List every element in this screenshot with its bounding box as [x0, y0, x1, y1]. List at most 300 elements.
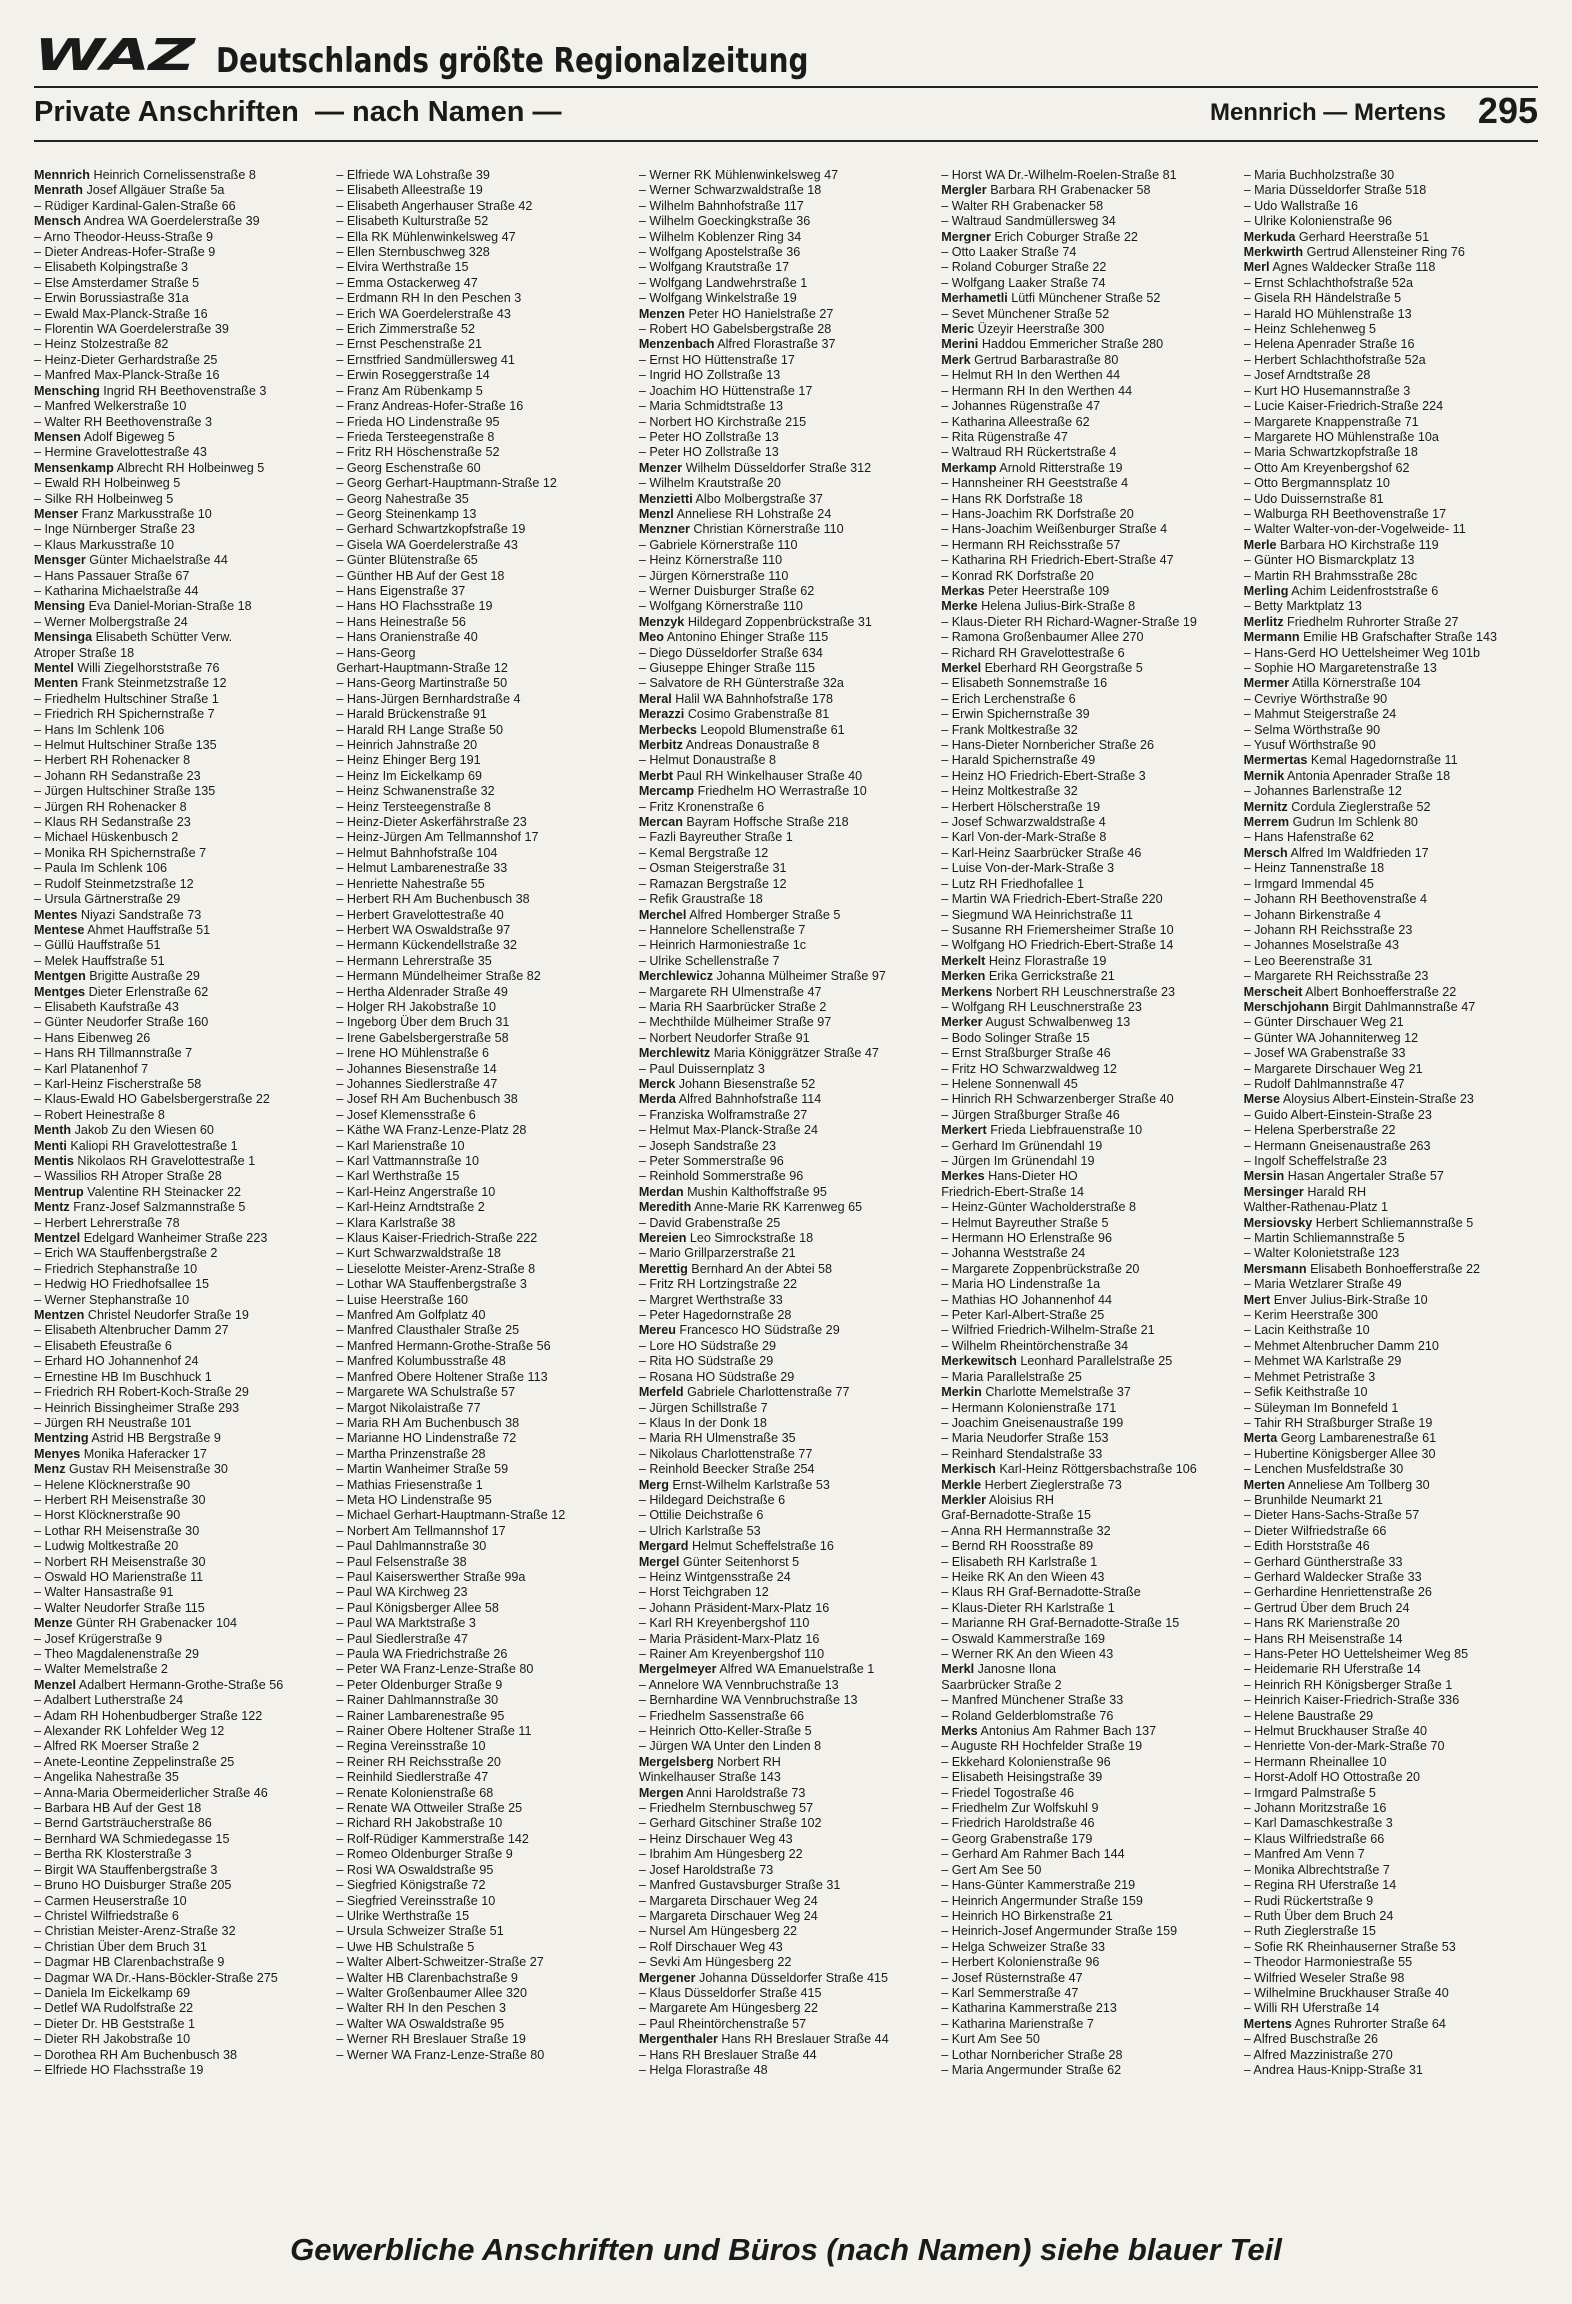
- entry-details: – Herbert Hölscherstraße 19: [941, 799, 1101, 814]
- entry-details: – Hans Eibenweg 26: [34, 1030, 151, 1045]
- entry-details: – Renate Kolonienstraße 68: [336, 1785, 494, 1800]
- listing-entry: [639, 2063, 933, 2078]
- entry-surname: Menzenbach: [638, 337, 715, 352]
- listing-entry: [941, 384, 1235, 399]
- entry-details: Charlotte Memelstraße 37: [985, 1385, 1131, 1400]
- listing-entry: [336, 584, 630, 599]
- entry-details: – Otto Bergmannsplatz 10: [1243, 476, 1390, 491]
- entry-details: – Waltraud Sandmüllersweg 34: [941, 214, 1116, 229]
- listing-entry: [639, 1739, 933, 1754]
- listing-entry: [34, 1940, 328, 1955]
- entry-details: – Frieda Tersteegenstraße 8: [336, 429, 495, 444]
- entry-details: – Norbert Am Tellmannshof 17: [336, 1523, 506, 1538]
- entry-surname: Menzer: [638, 460, 683, 475]
- entry-details: – Maria Wetzlarer Straße 49: [1243, 1277, 1402, 1292]
- listing-entry: [941, 1031, 1235, 1046]
- entry-details: Gertrud Barbarastraße 80: [974, 352, 1119, 367]
- listing-entry: [336, 1339, 630, 1354]
- listing-entry: [1244, 260, 1538, 275]
- listing-entry: [34, 384, 328, 399]
- listing-entry: [639, 892, 933, 907]
- entry-surname: Merten: [1243, 1477, 1285, 1492]
- listing-entry: [34, 492, 328, 507]
- listing-entry: [941, 245, 1235, 260]
- listing-entry: [1244, 461, 1538, 476]
- entry-details: – Osman Steigerstraße 31: [638, 861, 787, 876]
- listing-entry: [639, 676, 933, 691]
- entry-details: – Michael Gerhart-Hauptmann-Straße 12: [336, 1508, 566, 1523]
- page-number: 295: [1477, 90, 1538, 131]
- listing-entry: [639, 569, 933, 584]
- entry-details: – Elfriede WA Lohstraße 39: [336, 168, 490, 182]
- listing-entry: [639, 1986, 933, 2001]
- listing-entry: [34, 584, 328, 599]
- entry-details: – Helmut RH In den Werthen 44: [941, 368, 1121, 383]
- listing-entry: [34, 1401, 328, 1416]
- listing-entry: [34, 1801, 328, 1816]
- entry-details: – Helmut Bruckhauser Straße 40: [1243, 1724, 1428, 1739]
- entry-details: – Carmen Heuserstraße 10: [34, 1893, 187, 1908]
- listing-entry: [1244, 1986, 1538, 2001]
- listing-entry: [941, 1354, 1235, 1369]
- listing-entry: [34, 1169, 328, 1184]
- listing-entry: [941, 599, 1235, 614]
- listing-entry: [336, 1832, 630, 1847]
- listing-entry: [336, 1770, 630, 1785]
- listing-entry: [336, 815, 630, 830]
- entry-details: – Katharina Michaelstraße 44: [34, 583, 199, 598]
- listing-entry: [34, 415, 328, 430]
- entry-details: Friedrich-Ebert-Straße 14: [941, 1184, 1084, 1199]
- listing-entry: [941, 938, 1235, 953]
- listing-entry: [336, 769, 630, 784]
- listing-entry: [336, 1139, 630, 1154]
- listing-entry: [34, 2063, 328, 2078]
- listing-entry: [639, 1894, 933, 1909]
- entry-surname: Mentes: [34, 907, 78, 922]
- entry-details: Peter Heerstraße 109: [988, 583, 1110, 598]
- entry-details: – Elisabeth Kaufstraße 43: [34, 999, 179, 1014]
- entry-surname: Menzen: [638, 306, 685, 321]
- listing-entry: [639, 1031, 933, 1046]
- listing-entry: [639, 1955, 933, 1970]
- listing-entry: [639, 1678, 933, 1693]
- listing-entry: [639, 538, 933, 553]
- listing-entry: [336, 260, 630, 275]
- listing-entry: [336, 1108, 630, 1123]
- listing-entry: [34, 168, 328, 183]
- entry-details: – Hans-Günter Kammerstraße 219: [941, 1878, 1136, 1893]
- entry-details: – Hermann Kolonienstraße 171: [941, 1400, 1117, 1415]
- entry-details: – Ella RK Mühlenwinkelsweg 47: [336, 229, 516, 244]
- listing-entry: [1244, 1909, 1538, 1924]
- listing-entry: [639, 830, 933, 845]
- listing-entry: [336, 1062, 630, 1077]
- entry-details: – Ulrike Kolonienstraße 96: [1243, 214, 1393, 229]
- listing-entry: [941, 1909, 1235, 1924]
- entry-details: Enver Julius-Birk-Straße 10: [1273, 1292, 1428, 1307]
- listing-entry: [1244, 1555, 1538, 1570]
- listing-entry: [34, 1062, 328, 1077]
- entry-details: – Ibrahim Am Hüngesberg 22: [638, 1847, 803, 1862]
- entry-details: Atroper Straße 18: [34, 645, 135, 660]
- entry-details: – Karl RH Kreyenbergshof 110: [638, 1616, 810, 1631]
- entry-details: – Else Amsterdamer Straße 5: [34, 275, 200, 290]
- entry-surname: Meo: [638, 630, 664, 645]
- listing-entry: [336, 846, 630, 861]
- entry-details: – Werner RK An den Wieen 43: [941, 1647, 1114, 1661]
- listing-entry: [34, 1894, 328, 1909]
- entry-surname: Merta: [1243, 1431, 1278, 1446]
- listing-entry: [336, 522, 630, 537]
- listing-entry: [34, 908, 328, 923]
- entry-details: – Gerhard Im Grünendahl 19: [941, 1138, 1103, 1153]
- entry-details: – Bruno HO Duisburger Straße 205: [34, 1878, 232, 1893]
- listing-entry: [639, 1863, 933, 1878]
- entry-details: – Norbert HO Kirchstraße 215: [638, 414, 807, 429]
- entry-details: – Karl Semmerstraße 47: [941, 1985, 1079, 2000]
- listing-entry: [34, 1354, 328, 1369]
- entry-details: – Hans-Joachim RK Dorfstraße 20: [941, 506, 1134, 521]
- listing-entry: [941, 1601, 1235, 1616]
- entry-details: – Peter HO Zollstraße 13: [638, 445, 779, 460]
- entry-details: Leonhard Parallelstraße 25: [1020, 1354, 1173, 1369]
- listing-entry: [639, 584, 933, 599]
- entry-details: – Peter WA Franz-Lenze-Straße 80: [336, 1662, 534, 1677]
- entry-details: – Hans-Jürgen Bernhardstraße 4: [336, 691, 521, 706]
- listing-entry: [639, 753, 933, 768]
- entry-details: Peter HO Hanielstraße 27: [688, 306, 834, 321]
- listing-entry: [336, 969, 630, 984]
- entry-details: – Johannes Barlenstraße 12: [1243, 784, 1402, 799]
- entry-details: – Manfred Welkerstraße 10: [34, 399, 187, 414]
- listing-entry: [941, 1647, 1235, 1662]
- entry-details: – Hannsheiner RH Geeststraße 4: [941, 476, 1129, 491]
- entry-details: – Maria Angermunder Straße 62: [941, 2062, 1122, 2077]
- entry-details: – Sevki Am Hüngesberg 22: [638, 1955, 792, 1970]
- listing-entry: [639, 923, 933, 938]
- entry-details: – Sefik Keithstraße 10: [1243, 1385, 1368, 1400]
- entry-details: – Mehmet Petristraße 3: [1243, 1369, 1376, 1384]
- entry-details: Cordula Zieglerstraße 52: [1291, 799, 1431, 814]
- entry-surname: Mensching: [34, 383, 100, 398]
- listing-entry: [941, 1770, 1235, 1785]
- listing-entry: [639, 707, 933, 722]
- entry-details: – Hans-Georg Martinstraße 50: [336, 676, 508, 691]
- entry-details: – Helene Klöcknerstraße 90: [34, 1477, 191, 1492]
- entry-details: – Arno Theodor-Heuss-Straße 9: [34, 229, 213, 244]
- listing-entry: [336, 985, 630, 1000]
- listing-entry: [941, 553, 1235, 568]
- listing-entry: [34, 307, 328, 322]
- entry-details: – Karl-Heinz Fischerstraße 58: [34, 1076, 202, 1091]
- listing-entry: [336, 1077, 630, 1092]
- listing-entry: [941, 1847, 1235, 1862]
- entry-details: – Helmut Lambarenestraße 33: [336, 861, 508, 876]
- entry-details: – Johannes Rügenstraße 47: [941, 399, 1101, 414]
- entry-details: – Daniela Im Eickelkamp 69: [34, 1985, 191, 2000]
- entry-details: – Günter Blütenstraße 65: [336, 553, 478, 568]
- entry-details: – Fritz Kronenstraße 6: [638, 799, 765, 814]
- listing-entry: [34, 1755, 328, 1770]
- entry-surname: Mergelmeyer: [638, 1662, 717, 1677]
- entry-details: – Heinrich Angermunder Straße 159: [941, 1893, 1143, 1908]
- listing-entry: [34, 1832, 328, 1847]
- entry-details: – Georg Gerhart-Hauptmann-Straße 12: [336, 476, 557, 491]
- entry-details: – Lutz RH Friedhofallee 1: [941, 876, 1085, 891]
- entry-details: – Herbert Gravelottestraße 40: [336, 907, 504, 922]
- listing-entry: [34, 1816, 328, 1831]
- listing-entry: [336, 1216, 630, 1231]
- listing-entry: [941, 322, 1235, 337]
- listing-entry: [336, 538, 630, 553]
- entry-details: – Lieselotte Meister-Arenz-Straße 8: [336, 1261, 536, 1276]
- entry-details: – Georg Grabenstraße 179: [941, 1831, 1093, 1846]
- entry-details: – Günther HB Auf der Gest 18: [336, 568, 505, 583]
- listing-entry: [1244, 908, 1538, 923]
- listing-entry: [1244, 1647, 1538, 1662]
- listing-entry: [639, 1354, 933, 1369]
- entry-details: – Harald RH Lange Straße 50: [336, 722, 504, 737]
- listing-entry: [1244, 1924, 1538, 1939]
- entry-details: Albo Molbergstraße 37: [695, 491, 823, 506]
- entry-details: Jakob Zu den Wiesen 60: [74, 1123, 214, 1138]
- entry-surname: Merkamp: [941, 460, 997, 475]
- entry-surname: Mercamp: [638, 784, 695, 799]
- listing-entry: [34, 1323, 328, 1338]
- listing-entry: [639, 1616, 933, 1631]
- listing-entry: [1244, 1139, 1538, 1154]
- section-title: Private Anschriften — nach Namen —: [34, 96, 562, 128]
- listing-entry: [941, 1693, 1235, 1708]
- entry-details: – Wolfgang HO Friedrich-Ebert-Straße 14: [941, 938, 1174, 953]
- entry-details: Johanna Düsseldorfer Straße 415: [699, 1970, 889, 1985]
- entry-surname: Mergen: [638, 1785, 684, 1800]
- entry-surname: Merda: [638, 1092, 676, 1107]
- entry-details: – Elisabeth Heisingstraße 39: [941, 1770, 1103, 1785]
- entry-details: – Josef Arndtstraße 28: [1243, 368, 1371, 383]
- listing-entry: [1244, 1246, 1538, 1261]
- listing-entry: [639, 692, 933, 707]
- entry-surname: Menser: [34, 506, 79, 521]
- entry-details: – Uwe HB Schulstraße 5: [336, 1939, 475, 1954]
- entry-details: – Hans Passauer Straße 67: [34, 568, 190, 583]
- header-rule: [34, 140, 1538, 142]
- entry-details: – Sofie RK Rheinhauserner Straße 53: [1243, 1939, 1456, 1954]
- entry-details: – Manfred Am Venn 7: [1243, 1847, 1365, 1862]
- entry-surname: Merkas: [941, 583, 985, 598]
- entry-details: – Martha Prinzenstraße 28: [336, 1446, 486, 1461]
- entry-details: – Wilhelm Koblenzer Ring 34: [638, 229, 802, 244]
- entry-details: Cosimo Grabenstraße 81: [687, 707, 830, 722]
- listing-entry: [34, 599, 328, 614]
- entry-details: – Romeo Oldenburger Straße 9: [336, 1847, 513, 1862]
- entry-details: – Klaus Markusstraße 10: [34, 537, 174, 552]
- listing-entry: [336, 923, 630, 938]
- entry-details: – Elisabeth Sonnemstraße 16: [941, 676, 1108, 691]
- listing-entry: [639, 1493, 933, 1508]
- entry-details: – Erich WA Goerdelerstraße 43: [336, 306, 511, 321]
- listing-entry: [336, 507, 630, 522]
- listing-entry: [34, 861, 328, 876]
- entry-details: Hildegard Zoppenbrückstraße 31: [687, 614, 872, 629]
- listing-entry: [639, 522, 933, 537]
- listing-entry: [336, 1092, 630, 1107]
- entry-details: – Wilfried Weseler Straße 98: [1243, 1970, 1405, 1985]
- listing-entry: [941, 1401, 1235, 1416]
- listing-entry: [941, 723, 1235, 738]
- listing-entry: [639, 938, 933, 953]
- listing-entry: [1244, 954, 1538, 969]
- listing-entry: [34, 2048, 328, 2063]
- listing-entry: [34, 815, 328, 830]
- listing-entry: [336, 661, 630, 676]
- entry-details: – Heinz Körnerstraße 110: [638, 553, 783, 568]
- listing-entry: [336, 861, 630, 876]
- entry-details: – Lothar WA Stauffenbergstraße 3: [336, 1277, 527, 1292]
- entry-details: Emilie HB Grafschafter Straße 143: [1303, 630, 1497, 645]
- entry-details: – Margarete Zoppenbrückstraße 20: [941, 1261, 1140, 1276]
- entry-details: – Mehmet WA Karlstraße 29: [1243, 1354, 1402, 1369]
- entry-details: – Anna-Maria Obermeiderlicher Straße 46: [34, 1785, 268, 1800]
- entry-details: – Melek Hauffstraße 51: [34, 953, 165, 968]
- listing-entry: [1244, 615, 1538, 630]
- listing-entry: [1244, 353, 1538, 368]
- entry-surname: Merbecks: [638, 722, 697, 737]
- entry-surname: Mermann: [1243, 630, 1300, 645]
- entry-surname: Merbitz: [638, 738, 683, 753]
- listing-entry: [639, 969, 933, 984]
- entry-details: – Joachim Gneisenaustraße 199: [941, 1415, 1124, 1430]
- entry-details: – Wolfgang Landwehrstraße 1: [638, 275, 808, 290]
- listing-entry: [336, 1894, 630, 1909]
- listing-column-1: [34, 168, 328, 2198]
- listing-entry: [1244, 430, 1538, 445]
- listing-entry: [336, 692, 630, 707]
- listing-entry: [941, 1062, 1235, 1077]
- listing-entry: [639, 507, 933, 522]
- entry-details: – Guido Albert-Einstein-Straße 23: [1243, 1107, 1432, 1122]
- listing-entry: [336, 2001, 630, 2016]
- entry-details: – Hermann Kückendellstraße 32: [336, 938, 518, 953]
- listing-entry: [941, 1832, 1235, 1847]
- listing-entry: [336, 1000, 630, 1015]
- entry-details: – David Grabenstraße 25: [638, 1215, 781, 1230]
- entry-surname: Merazzi: [638, 707, 685, 722]
- entry-details: – Selma Wörthstraße 90: [1243, 722, 1381, 737]
- entry-details: Willi Ziegelhorststraße 76: [77, 661, 220, 675]
- listing-entry: [336, 1585, 630, 1600]
- entry-details: – Paul WA Marktstraße 3: [336, 1616, 476, 1631]
- entry-details: Walther-Rathenau-Platz 1: [1243, 1200, 1389, 1215]
- listing-entry: [941, 1416, 1235, 1431]
- entry-details: Friedhelm HO Werrastraße 10: [697, 784, 867, 799]
- listing-column-5: [1244, 168, 1538, 2198]
- entry-details: – Rudolf Steinmetzstraße 12: [34, 876, 194, 891]
- entry-details: – Elisabeth Alleestraße 19: [336, 183, 483, 198]
- listing-entry: [34, 214, 328, 229]
- listing-entry: [336, 399, 630, 414]
- entry-details: – Gerhard Gitschiner Straße 102: [638, 1816, 822, 1831]
- listing-entry: [34, 1139, 328, 1154]
- listing-entry: [941, 676, 1235, 691]
- listing-entry: [336, 1755, 630, 1770]
- listing-entry: [336, 1323, 630, 1338]
- entry-surname: Mersch: [1243, 845, 1288, 860]
- listing-entry: [1244, 1940, 1538, 1955]
- entry-details: – Rita HO Südstraße 29: [638, 1354, 774, 1369]
- listing-entry: [1244, 1339, 1538, 1354]
- listing-entry: [336, 1370, 630, 1385]
- entry-details: – Erwin Spichernstraße 39: [941, 707, 1090, 722]
- entry-surname: Menzl: [638, 506, 674, 521]
- listing-entry: [1244, 569, 1538, 584]
- listing-entry: [941, 615, 1235, 630]
- listing-entry: [34, 2032, 328, 2047]
- entry-details: – Peter Oldenburger Straße 9: [336, 1677, 503, 1692]
- listing-entry: [639, 1277, 933, 1292]
- entry-details: – Gerhardine Henriettenstraße 26: [1243, 1585, 1432, 1600]
- entry-details: – Walter Hansastraße 91: [34, 1585, 174, 1600]
- listing-entry: [1244, 1401, 1538, 1416]
- listing-entry: [941, 1493, 1235, 1508]
- entry-details: – Johannes Siedlerstraße 47: [336, 1076, 498, 1091]
- entry-details: – Rainer Lambarenestraße 95: [336, 1708, 505, 1723]
- entry-surname: Mensger: [34, 553, 86, 568]
- listing-entry: [639, 168, 933, 183]
- entry-surname: Merkens: [941, 984, 993, 999]
- entry-details: – Elfriede HO Flachsstraße 19: [34, 2062, 204, 2077]
- entry-details: Birgit Dahlmannstraße 47: [1332, 999, 1476, 1014]
- listing-entry: [1244, 969, 1538, 984]
- entry-surname: Merbt: [638, 768, 674, 783]
- listing-entry: [1244, 1632, 1538, 1647]
- entry-details: Maria Königgrätzer Straße 47: [713, 1046, 879, 1061]
- entry-details: Frieda Liebfrauenstraße 10: [990, 1123, 1143, 1138]
- listing-entry: [941, 1585, 1235, 1600]
- entry-details: – Reinhold Sommerstraße 96: [638, 1169, 804, 1184]
- listing-entry: [941, 1216, 1235, 1231]
- listing-entry: [639, 769, 933, 784]
- listing-entry: [34, 1277, 328, 1292]
- listing-entry: [34, 1909, 328, 1924]
- entry-details: – Gertrud Über dem Bruch 24: [1243, 1600, 1410, 1615]
- entry-details: – Edith Horststraße 46: [1243, 1539, 1370, 1554]
- entry-details: – Sophie HO Margaretenstraße 13: [1243, 661, 1437, 675]
- entry-details: – Kemal Bergstraße 12: [638, 845, 769, 860]
- entry-surname: Merker: [941, 1015, 983, 1030]
- listing-entry: [639, 1231, 933, 1246]
- entry-details: – Helga Florastraße 48: [638, 2062, 768, 2077]
- listing-entry: [336, 1262, 630, 1277]
- listing-entry: [336, 168, 630, 183]
- listing-entry: [336, 2048, 630, 2063]
- entry-details: Christel Neudorfer Straße 19: [87, 1308, 249, 1323]
- listing-entry: [639, 1524, 933, 1539]
- entry-details: – Maria Schmidtstraße 13: [638, 399, 783, 414]
- listing-entry: [336, 1940, 630, 1955]
- entry-details: – Heinz Schlehenweg 5: [1243, 322, 1376, 337]
- entry-details: – Reinhild Siedlerstraße 47: [336, 1770, 489, 1785]
- listing-entry: [34, 676, 328, 691]
- listing-entry: [34, 1863, 328, 1878]
- entry-details: – Paul Duissernplatz 3: [638, 1061, 765, 1076]
- entry-details: – Karl-Heinz Saarbrücker Straße 46: [941, 845, 1142, 860]
- listing-entry: [34, 1447, 328, 1462]
- listing-entry: [941, 1293, 1235, 1308]
- listing-entry: [639, 1401, 933, 1416]
- entry-details: – Werner Schwarzwaldstraße 18: [638, 183, 822, 198]
